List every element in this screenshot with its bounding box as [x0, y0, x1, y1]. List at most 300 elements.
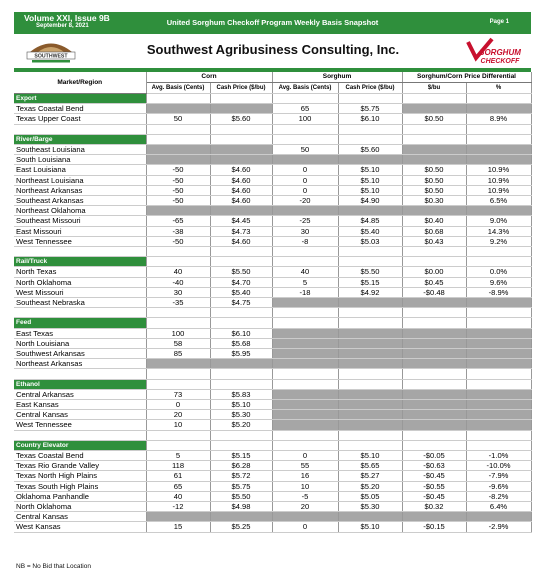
logo-left-text: SOUTHWEST — [34, 53, 68, 60]
corn-price-cell: $5.83 — [210, 389, 272, 399]
section-header-cell — [402, 379, 466, 389]
table-row — [14, 338, 531, 348]
region-cell: Central Kansas — [14, 512, 146, 522]
section-spacer — [14, 247, 531, 257]
diff-pct-cell — [466, 104, 531, 114]
col-sorghum-price: Cash Price ($/bu) — [338, 83, 402, 94]
header-bar — [14, 12, 531, 34]
corn-basis-cell: 5 — [146, 451, 210, 461]
sorghum-price-cell: $5.10 — [338, 451, 402, 461]
diff-pct-cell — [466, 420, 531, 430]
section-header-cell — [466, 318, 531, 328]
spacer-cell — [466, 430, 531, 440]
region-cell: East Louisiana — [14, 165, 146, 175]
sorghum-basis-cell: 65 — [272, 104, 338, 114]
sorghum-basis-cell — [272, 155, 338, 165]
sorghum-price-cell: $4.92 — [338, 287, 402, 297]
section-name: Feed — [14, 318, 146, 328]
corn-price-cell: $4.98 — [210, 502, 272, 512]
corn-price-cell: $4.45 — [210, 216, 272, 226]
region-cell: North Oklahoma — [14, 277, 146, 287]
sorghum-basis-cell: -20 — [272, 196, 338, 206]
corn-price-cell — [210, 104, 272, 114]
sorghum-basis-cell: 40 — [272, 267, 338, 277]
section-spacer — [14, 430, 531, 440]
spacer-cell — [402, 369, 466, 379]
corn-price-cell — [210, 155, 272, 165]
section-name: Export — [14, 94, 146, 104]
spacer-cell — [338, 308, 402, 318]
section-header-cell — [210, 94, 272, 104]
diff-bu-cell: $0.50 — [402, 165, 466, 175]
region-cell: North Louisiana — [14, 338, 146, 348]
corn-basis-cell — [146, 155, 210, 165]
sorghum-price-cell: $5.75 — [338, 104, 402, 114]
corn-price-cell: $5.72 — [210, 471, 272, 481]
table-row — [14, 502, 531, 512]
section-header-cell — [146, 257, 210, 267]
col-diff: Sorghum/Corn Price Differential — [402, 72, 531, 83]
corn-basis-cell: -35 — [146, 298, 210, 308]
spacer-cell — [272, 369, 338, 379]
corn-basis-cell: -50 — [146, 236, 210, 246]
sorghum-price-cell — [338, 298, 402, 308]
table-row — [14, 359, 531, 369]
diff-bu-cell — [402, 359, 466, 369]
section-header-cell — [272, 134, 338, 144]
col-corn-basis: Avg. Basis (Cents) — [146, 83, 210, 94]
corn-basis-cell — [146, 145, 210, 155]
table-row — [14, 420, 531, 430]
section-header-cell — [466, 134, 531, 144]
diff-pct-cell — [466, 359, 531, 369]
page-number: Page 1 — [489, 19, 509, 25]
section-header-cell — [146, 318, 210, 328]
section-header-cell — [210, 257, 272, 267]
sorghum-basis-cell: 30 — [272, 226, 338, 236]
section-header-cell — [338, 134, 402, 144]
sorghum-price-cell: $5.40 — [338, 226, 402, 236]
region-cell: Southeast Missouri — [14, 216, 146, 226]
sorghum-basis-cell: 20 — [272, 502, 338, 512]
section-header-cell — [146, 379, 210, 389]
diff-pct-cell — [466, 155, 531, 165]
table-row — [14, 522, 531, 532]
spacer-cell — [402, 124, 466, 134]
corn-price-cell: $4.70 — [210, 277, 272, 287]
spacer-cell — [210, 369, 272, 379]
diff-bu-cell: $0.32 — [402, 502, 466, 512]
diff-pct-cell — [466, 206, 531, 216]
diff-pct-cell: -7.9% — [466, 471, 531, 481]
sorghum-price-cell: $4.85 — [338, 216, 402, 226]
section-header — [14, 318, 531, 328]
corn-basis-cell: 50 — [146, 114, 210, 124]
corn-basis-cell: 15 — [146, 522, 210, 532]
corn-price-cell: $5.50 — [210, 267, 272, 277]
region-cell: Southwest Arkansas — [14, 349, 146, 359]
region-cell: Northeast Arkansas — [14, 359, 146, 369]
sorghum-price-cell: $5.10 — [338, 522, 402, 532]
section-header-cell — [338, 318, 402, 328]
corn-price-cell: $5.68 — [210, 338, 272, 348]
logo-right-text2: CHECKOFF — [480, 58, 520, 65]
sorghum-price-cell: $5.10 — [338, 175, 402, 185]
spacer-cell — [146, 247, 210, 257]
corn-basis-cell: 40 — [146, 491, 210, 501]
diff-bu-cell: $0.30 — [402, 196, 466, 206]
sorghum-basis-cell — [272, 298, 338, 308]
diff-pct-cell: -10.0% — [466, 461, 531, 471]
section-header-cell — [402, 257, 466, 267]
sorghum-basis-cell: -18 — [272, 287, 338, 297]
sorghum-basis-cell: 0 — [272, 451, 338, 461]
region-cell: Southeast Louisiana — [14, 145, 146, 155]
sorghum-basis-cell: 5 — [272, 277, 338, 287]
sorghum-price-cell — [338, 410, 402, 420]
spacer-cell — [14, 124, 146, 134]
sorghum-price-cell — [338, 389, 402, 399]
region-cell: Northeast Arkansas — [14, 185, 146, 195]
sorghum-price-cell: $5.27 — [338, 471, 402, 481]
corn-basis-cell — [146, 104, 210, 114]
col-diff-pct: % — [466, 83, 531, 94]
table-row — [14, 165, 531, 175]
diff-bu-cell — [402, 206, 466, 216]
spacer-cell — [466, 124, 531, 134]
diff-pct-cell: 8.9% — [466, 114, 531, 124]
table-row — [14, 491, 531, 501]
spacer-cell — [402, 308, 466, 318]
sorghum-basis-cell — [272, 410, 338, 420]
spacer-cell — [14, 308, 146, 318]
diff-pct-cell — [466, 512, 531, 522]
corn-basis-cell: 65 — [146, 481, 210, 491]
section-header-cell — [402, 318, 466, 328]
corn-basis-cell — [146, 359, 210, 369]
sorghum-price-cell — [338, 400, 402, 410]
sorghum-checkoff-logo — [462, 36, 524, 68]
section-header-cell — [466, 440, 531, 450]
diff-pct-cell — [466, 410, 531, 420]
table-row — [14, 349, 531, 359]
region-cell: Northeast Louisiana — [14, 175, 146, 185]
spacer-cell — [272, 247, 338, 257]
sorghum-basis-cell — [272, 206, 338, 216]
section-header-cell — [210, 379, 272, 389]
sorghum-price-cell: $5.05 — [338, 491, 402, 501]
section-header — [14, 134, 531, 144]
diff-pct-cell — [466, 328, 531, 338]
spacer-cell — [338, 124, 402, 134]
diff-pct-cell: -1.0% — [466, 451, 531, 461]
sorghum-price-cell — [338, 349, 402, 359]
table-row — [14, 287, 531, 297]
table-row — [14, 298, 531, 308]
sorghum-basis-cell — [272, 389, 338, 399]
section-name: Ethanol — [14, 379, 146, 389]
region-cell: West Missouri — [14, 287, 146, 297]
sorghum-price-cell: $5.20 — [338, 481, 402, 491]
region-cell: Central Kansas — [14, 410, 146, 420]
diff-bu-cell: $0.45 — [402, 277, 466, 287]
section-header-cell — [402, 134, 466, 144]
table-row — [14, 226, 531, 236]
section-header-cell — [146, 134, 210, 144]
sorghum-price-cell — [338, 512, 402, 522]
spacer-cell — [210, 247, 272, 257]
table-row — [14, 481, 531, 491]
sorghum-price-cell: $5.10 — [338, 185, 402, 195]
sorghum-basis-cell: 10 — [272, 481, 338, 491]
table-row — [14, 277, 531, 287]
corn-price-cell — [210, 206, 272, 216]
spacer-cell — [338, 430, 402, 440]
corn-basis-cell — [146, 206, 210, 216]
diff-bu-cell: $0.00 — [402, 267, 466, 277]
spacer-cell — [272, 124, 338, 134]
diff-pct-cell: 10.9% — [466, 185, 531, 195]
section-header-cell — [272, 440, 338, 450]
sorghum-basis-cell — [272, 420, 338, 430]
diff-pct-cell — [466, 338, 531, 348]
table-row — [14, 236, 531, 246]
corn-price-cell: $5.40 — [210, 287, 272, 297]
diff-pct-cell — [466, 349, 531, 359]
diff-pct-cell: 10.9% — [466, 165, 531, 175]
table-row — [14, 400, 531, 410]
corn-price-cell: $4.60 — [210, 185, 272, 195]
section-header-cell — [466, 257, 531, 267]
region-cell: Central Arkansas — [14, 389, 146, 399]
spacer-cell — [146, 430, 210, 440]
diff-bu-cell — [402, 400, 466, 410]
section-header-cell — [272, 379, 338, 389]
spacer-cell — [402, 430, 466, 440]
corn-basis-cell: 61 — [146, 471, 210, 481]
section-header-cell — [210, 440, 272, 450]
section-header — [14, 94, 531, 104]
diff-bu-cell: -$0.63 — [402, 461, 466, 471]
corn-price-cell: $5.25 — [210, 522, 272, 532]
sorghum-basis-cell — [272, 400, 338, 410]
col-sorghum: Sorghum — [272, 72, 402, 83]
spacer-cell — [272, 308, 338, 318]
corn-basis-cell: -40 — [146, 277, 210, 287]
col-region: Market/Region — [14, 72, 146, 94]
sorghum-basis-cell: 100 — [272, 114, 338, 124]
diff-bu-cell — [402, 328, 466, 338]
diff-bu-cell — [402, 389, 466, 399]
section-header-cell — [146, 440, 210, 450]
corn-basis-cell: -50 — [146, 185, 210, 195]
col-corn-price: Cash Price ($/bu) — [210, 83, 272, 94]
sorghum-price-cell: $5.03 — [338, 236, 402, 246]
diff-bu-cell: $0.50 — [402, 185, 466, 195]
corn-basis-cell: -65 — [146, 216, 210, 226]
diff-bu-cell: -$0.05 — [402, 451, 466, 461]
volume-label: Volume XXI, Issue 9B — [24, 13, 110, 23]
diff-bu-cell — [402, 420, 466, 430]
spacer-cell — [14, 369, 146, 379]
corn-basis-cell: -50 — [146, 175, 210, 185]
spacer-cell — [146, 369, 210, 379]
corn-basis-cell: 58 — [146, 338, 210, 348]
section-header-cell — [210, 318, 272, 328]
issue-date: September 8, 2021 — [36, 23, 89, 29]
region-cell: Texas Rio Grande Valley — [14, 461, 146, 471]
company-name: Southwest Agribusiness Consulting, Inc. — [146, 42, 400, 57]
corn-price-cell: $5.60 — [210, 114, 272, 124]
table-row — [14, 410, 531, 420]
corn-price-cell: $5.15 — [210, 451, 272, 461]
spacer-cell — [210, 308, 272, 318]
table-row — [14, 389, 531, 399]
corn-basis-cell: 73 — [146, 389, 210, 399]
sorghum-basis-cell: 0 — [272, 522, 338, 532]
table-row — [14, 267, 531, 277]
section-spacer — [14, 124, 531, 134]
sorghum-basis-cell: 0 — [272, 175, 338, 185]
table-row — [14, 155, 531, 165]
section-header-cell — [272, 318, 338, 328]
region-cell: Texas Upper Coast — [14, 114, 146, 124]
corn-price-cell: $5.30 — [210, 410, 272, 420]
corn-price-cell — [210, 512, 272, 522]
corn-basis-cell: 10 — [146, 420, 210, 430]
corn-basis-cell: -50 — [146, 196, 210, 206]
diff-bu-cell — [402, 155, 466, 165]
diff-pct-cell: 10.9% — [466, 175, 531, 185]
diff-pct-cell: -2.9% — [466, 522, 531, 532]
sorghum-price-cell — [338, 155, 402, 165]
diff-bu-cell: -$0.55 — [402, 481, 466, 491]
sorghum-basis-cell — [272, 338, 338, 348]
spacer-cell — [402, 247, 466, 257]
diff-bu-cell: -$0.48 — [402, 287, 466, 297]
section-header-cell — [338, 257, 402, 267]
region-cell: Texas South High Plains — [14, 481, 146, 491]
diff-pct-cell: -8.9% — [466, 287, 531, 297]
basis-table — [14, 72, 532, 533]
corn-basis-cell: -50 — [146, 165, 210, 175]
section-spacer — [14, 369, 531, 379]
corn-price-cell: $4.60 — [210, 175, 272, 185]
diff-bu-cell — [402, 512, 466, 522]
table-row — [14, 206, 531, 216]
sorghum-basis-cell — [272, 512, 338, 522]
spacer-cell — [338, 247, 402, 257]
section-name: Rail/Truck — [14, 257, 146, 267]
diff-bu-cell: $0.68 — [402, 226, 466, 236]
spacer-cell — [14, 247, 146, 257]
corn-price-cell: $4.60 — [210, 236, 272, 246]
sorghum-price-cell — [338, 338, 402, 348]
col-diff-bu: $/bu — [402, 83, 466, 94]
diff-pct-cell: 9.0% — [466, 216, 531, 226]
table-row — [14, 114, 531, 124]
report-title: United Sorghum Checkoff Program Weekly Basis Snapshot — [166, 18, 379, 27]
sorghum-price-cell: $5.30 — [338, 502, 402, 512]
corn-basis-cell — [146, 512, 210, 522]
diff-pct-cell: -9.6% — [466, 481, 531, 491]
region-cell: North Texas — [14, 267, 146, 277]
diff-bu-cell: $0.40 — [402, 216, 466, 226]
corn-basis-cell: 85 — [146, 349, 210, 359]
sorghum-basis-cell: -5 — [272, 491, 338, 501]
corn-basis-cell: 20 — [146, 410, 210, 420]
sorghum-price-cell — [338, 420, 402, 430]
region-cell: Texas North High Plains — [14, 471, 146, 481]
section-header-cell — [466, 94, 531, 104]
table-row — [14, 185, 531, 195]
region-cell: Texas Coastal Bend — [14, 451, 146, 461]
corn-basis-cell: 30 — [146, 287, 210, 297]
spacer-cell — [210, 124, 272, 134]
sorghum-price-cell — [338, 359, 402, 369]
region-cell: South Louisiana — [14, 155, 146, 165]
spacer-cell — [210, 430, 272, 440]
spacer-cell — [466, 308, 531, 318]
diff-bu-cell: $0.50 — [402, 114, 466, 124]
region-cell: Northeast Oklahoma — [14, 206, 146, 216]
section-header-cell — [272, 94, 338, 104]
sorghum-basis-cell: 16 — [272, 471, 338, 481]
corn-price-cell: $5.20 — [210, 420, 272, 430]
spacer-cell — [466, 247, 531, 257]
table-row — [14, 196, 531, 206]
corn-basis-cell: 0 — [146, 400, 210, 410]
spacer-cell — [272, 430, 338, 440]
corn-price-cell: $4.60 — [210, 196, 272, 206]
diff-bu-cell — [402, 349, 466, 359]
region-cell: West Tennessee — [14, 236, 146, 246]
sorghum-price-cell: $5.65 — [338, 461, 402, 471]
footnote: NB = No Bid that Location — [16, 563, 91, 570]
col-corn: Corn — [146, 72, 272, 83]
section-spacer — [14, 308, 531, 318]
section-header-cell — [338, 379, 402, 389]
sorghum-price-cell — [338, 328, 402, 338]
section-name: Country Elevator — [14, 440, 146, 450]
sorghum-price-cell — [338, 206, 402, 216]
sorghum-basis-cell: 0 — [272, 185, 338, 195]
section-header-cell — [402, 440, 466, 450]
diff-bu-cell — [402, 145, 466, 155]
spacer-cell — [14, 430, 146, 440]
corn-price-cell: $4.75 — [210, 298, 272, 308]
sorghum-basis-cell — [272, 349, 338, 359]
section-header — [14, 257, 531, 267]
diff-bu-cell: -$0.45 — [402, 471, 466, 481]
section-header-cell — [338, 440, 402, 450]
diff-bu-cell: -$0.45 — [402, 491, 466, 501]
table-row — [14, 145, 531, 155]
table-row — [14, 471, 531, 481]
region-cell: West Kansas — [14, 522, 146, 532]
diff-bu-cell — [402, 410, 466, 420]
corn-price-cell: $5.50 — [210, 491, 272, 501]
sorghum-price-cell: $5.15 — [338, 277, 402, 287]
diff-bu-cell: $0.43 — [402, 236, 466, 246]
region-cell: Texas Coastal Bend — [14, 104, 146, 114]
diff-pct-cell: 0.0% — [466, 267, 531, 277]
section-header — [14, 440, 531, 450]
corn-price-cell: $5.10 — [210, 400, 272, 410]
spacer-cell — [466, 369, 531, 379]
corn-price-cell: $6.28 — [210, 461, 272, 471]
region-cell: Southeast Nebraska — [14, 298, 146, 308]
